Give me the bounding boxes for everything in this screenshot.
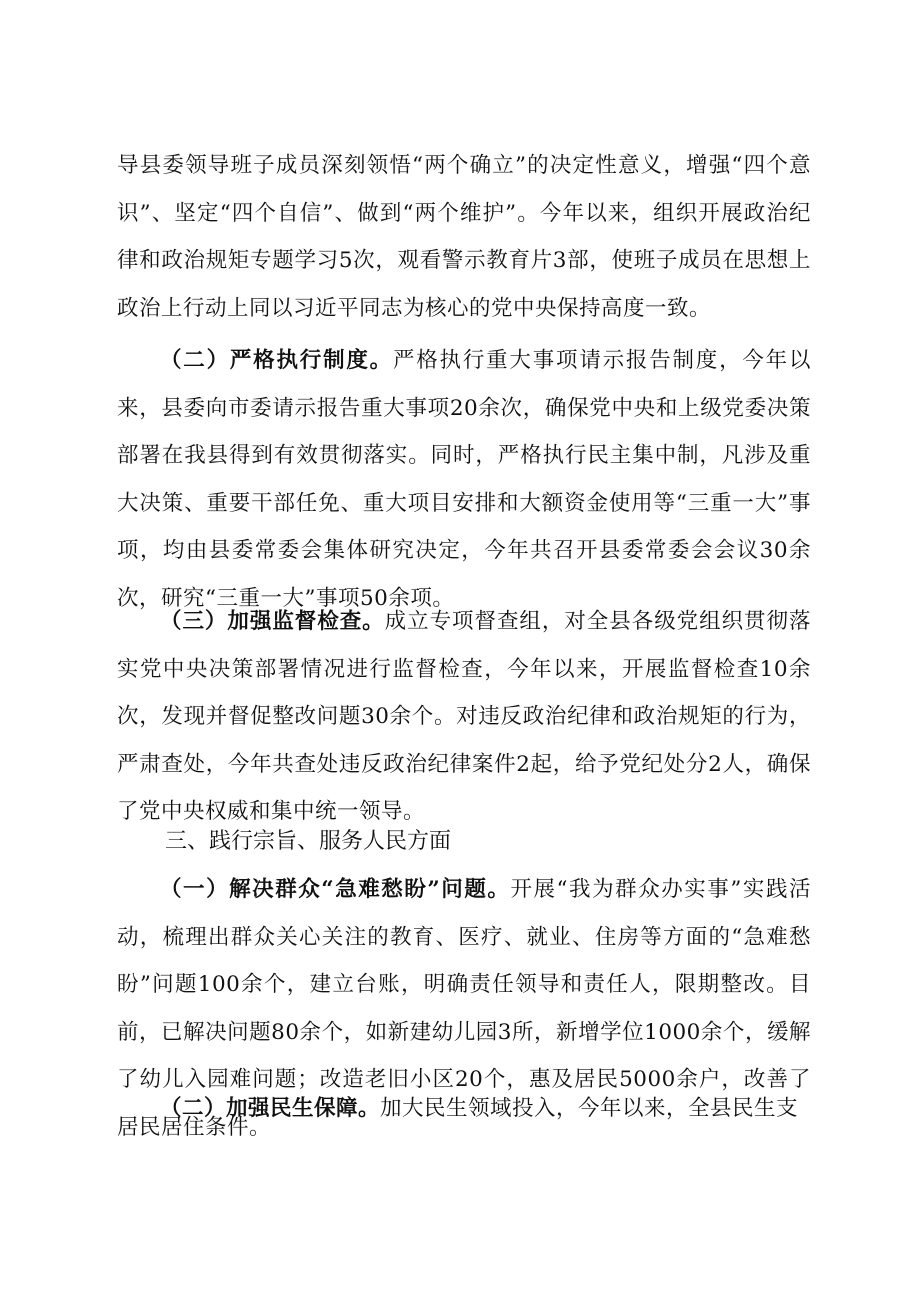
paragraph-continued (117, 142, 811, 332)
paragraph-title: （二）严格执行制度。 (160, 348, 393, 373)
paragraph-title: （一）解决群众“急难愁盼”问题。 (160, 877, 511, 902)
paragraph-text: 加大民生领域投入，今年以来，全县民生支 (380, 1096, 799, 1121)
paragraph-text: 开展“我为群众办实事”实践活动，梳理出群众关心关注的教育、医疗、就业、住房等方面的“急难愁盼”问题100余个，建立台账，明确责任领导和责任人，限期整改。目前，已解决问题80余个，如新建幼儿园3所，新增学位1000余个，缓解了幼儿入园难问题；改造老旧小区20个，惠及居民5000余户，改善了居民居住条件。 (117, 877, 811, 1140)
section-heading: 三、践行宗旨、服务人民方面 (165, 829, 452, 854)
paragraph-text: 严格执行重大事项请示报告制度，今年以来，县委向市委请示报告重大事项20余次，确保党中央和上级党委决策部署在我县得到有效贯彻落实。同时，严格执行民主集中制，凡涉及重大决策、重要干部任免、重大项目安排和大额资金使用等“三重一大”事项，均由县委常委会集体研究决定，今年共召开县委常委会会议30余次，研究“三重一大”事项50余项。 (117, 348, 811, 611)
paragraph-title: （三）加强监督检查。 (160, 609, 385, 634)
paragraph-text: 成立专项督查组，对全县各级党组织贯彻落实党中央决策部署情况进行监督检查，今年以来，开展监督检查10余次，发现并督促整改问题30余个。对违反政治纪律和政治规矩的行为，严肃查处，今年共查处违反政治纪律案件2起，给予党纪处分2人，确保了党中央权威和集中统一领导。 (117, 609, 811, 824)
paragraph-strict-system (117, 337, 811, 622)
paragraph-text: 导县委领导班子成员深刻领悟“两个确立”的决定性意义，增强“四个意识”、坚定“四个自信”、做到“两个维护”。今年以来，组织开展政治纪律和政治规矩专题学习5次，观看警示教育片3部，使班子成员在思想上政治上行动上同以习近平同志为核心的党中央保持高度一致。 (117, 153, 811, 321)
paragraph-title: （二）加强民生保障。 (160, 1096, 381, 1121)
paragraph-supervision (117, 598, 811, 836)
paragraph-livelihood (117, 1085, 811, 1133)
